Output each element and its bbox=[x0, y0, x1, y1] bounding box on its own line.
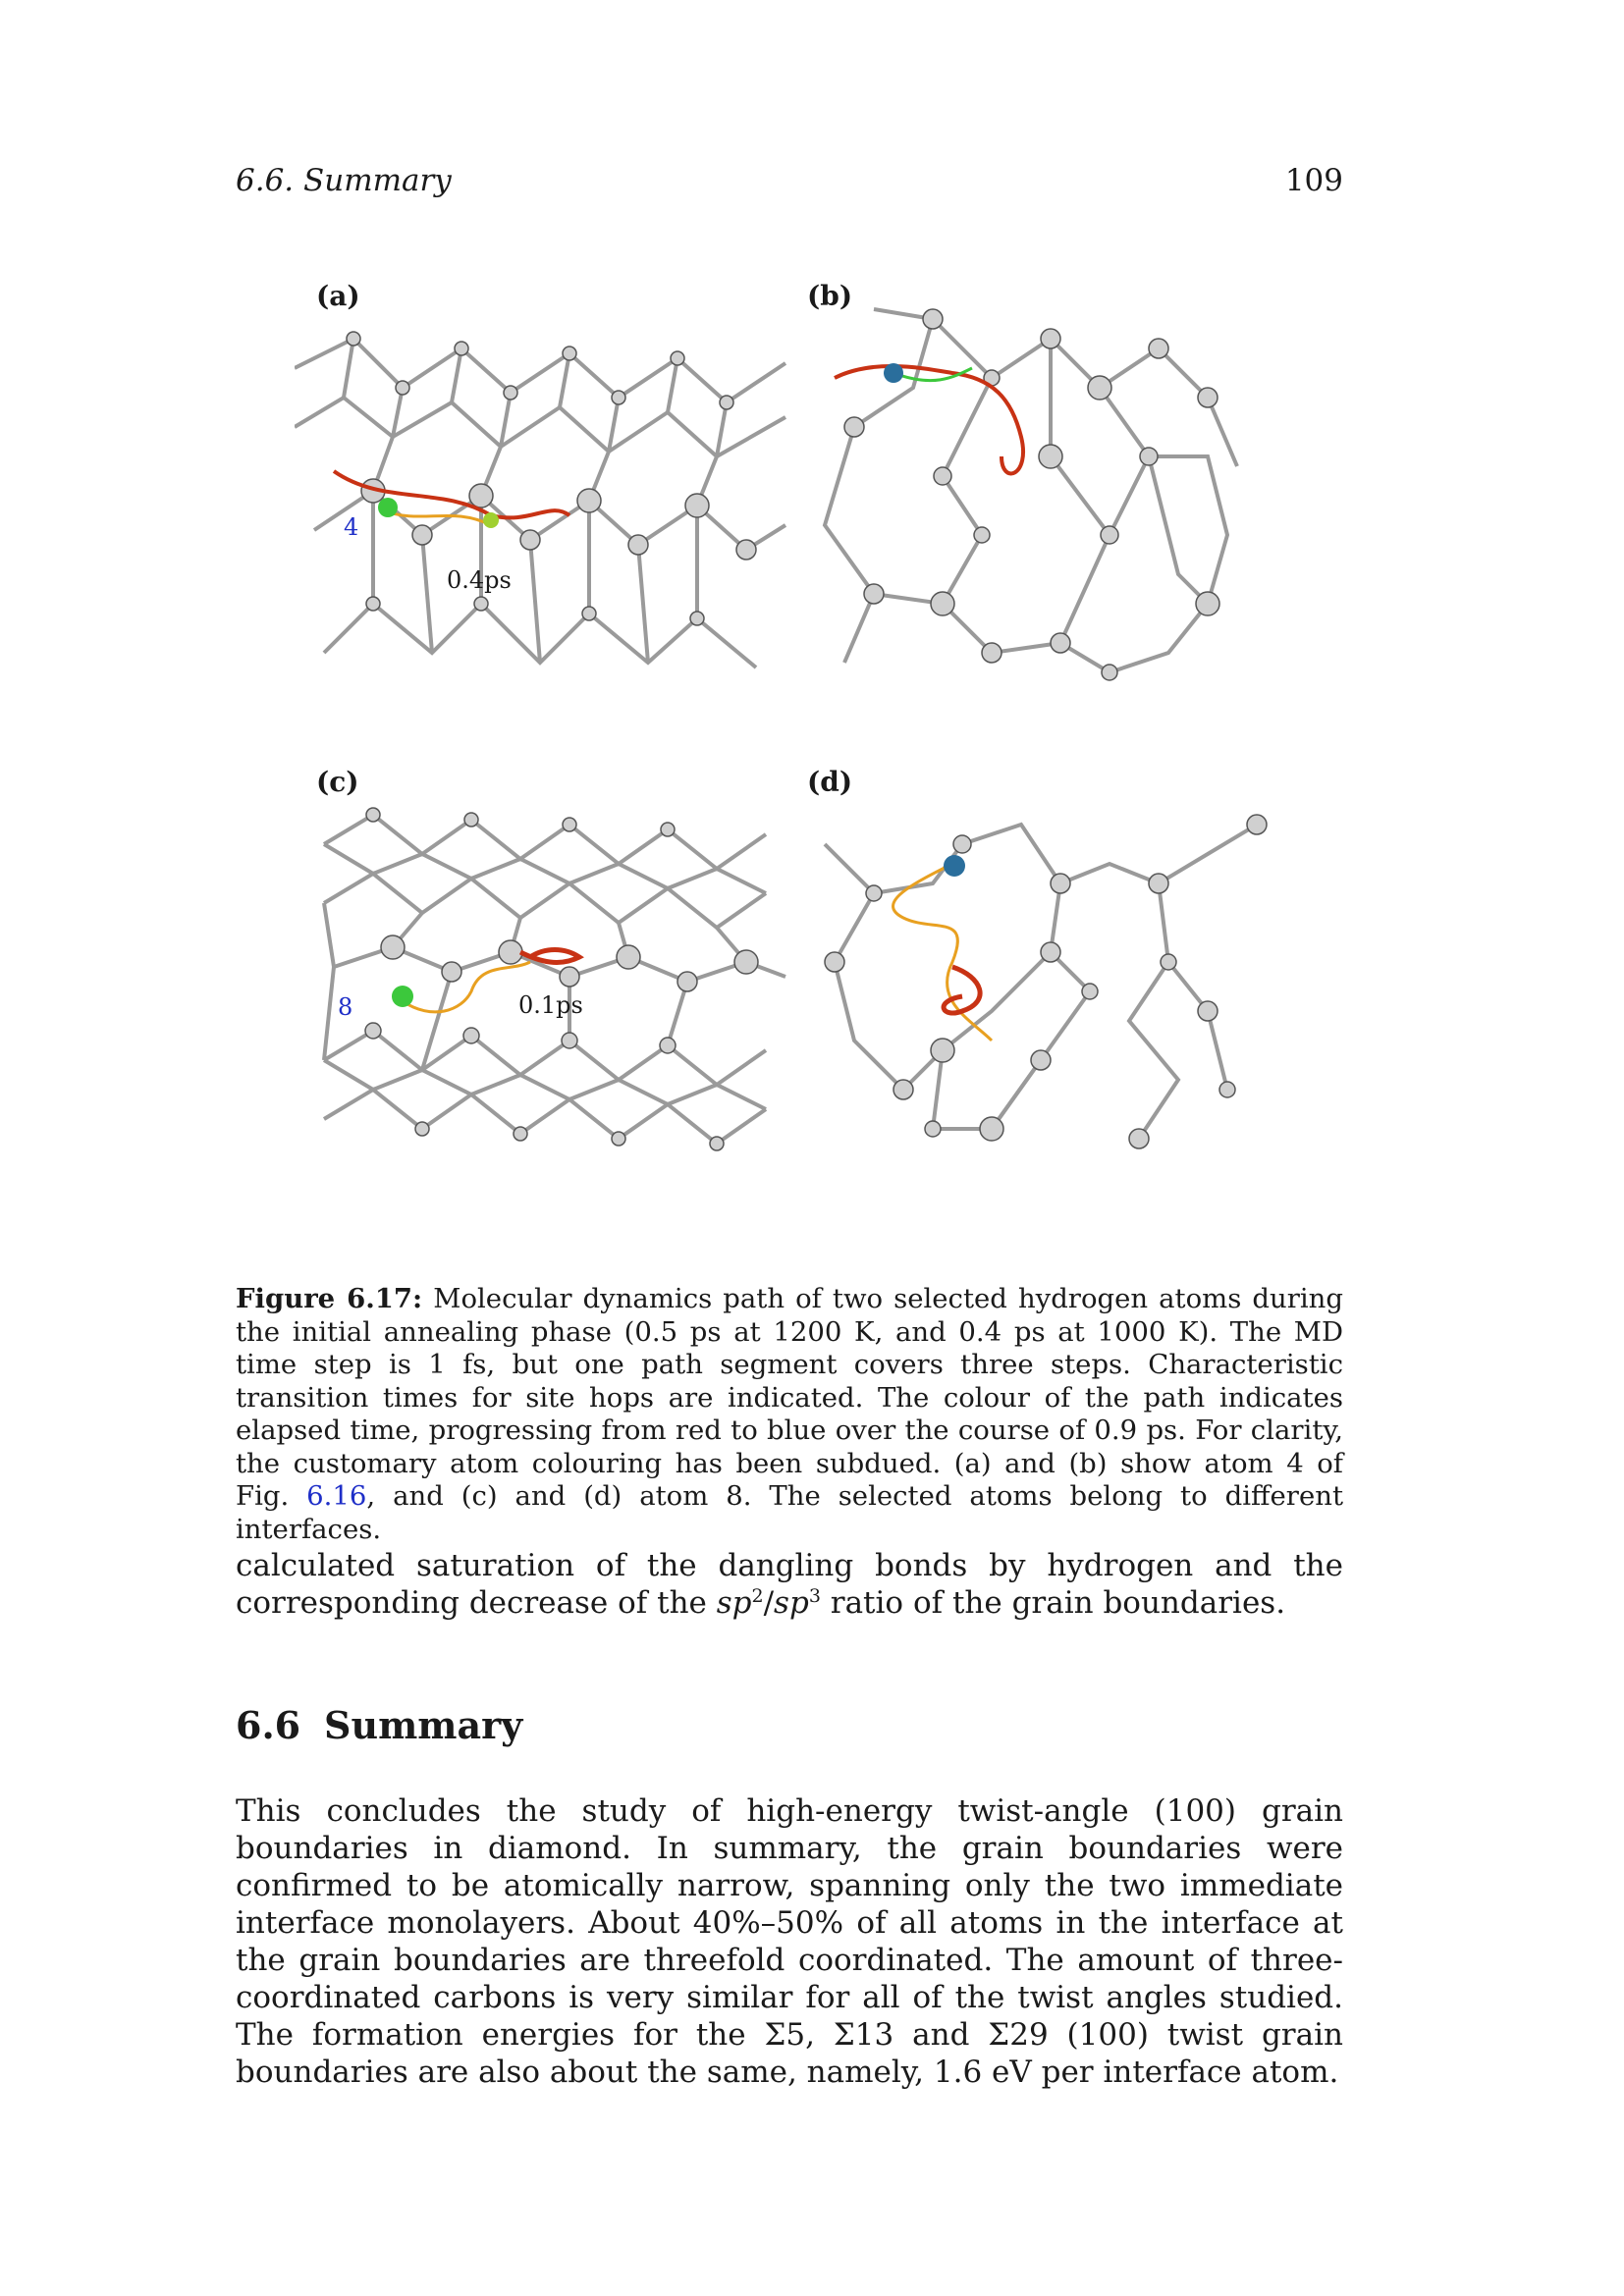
figure-panel-d bbox=[795, 766, 1296, 1227]
section-number: 6.6 bbox=[236, 1703, 301, 1747]
figure-caption bbox=[236, 1283, 1343, 1546]
time-annotation-a: 0.4ps bbox=[447, 566, 512, 594]
paragraph-1-text-a: calculated saturation of the dangling bonds by hydrogen and the corresponding decrease of the bbox=[236, 1548, 1343, 1621]
molecular-structure-b bbox=[795, 280, 1296, 741]
figure-link[interactable]: 6.16 bbox=[306, 1480, 367, 1512]
paragraph-1-text-b: ratio of the grain boundaries. bbox=[820, 1585, 1286, 1621]
molecular-structure-a bbox=[295, 280, 795, 741]
section-title: Summary bbox=[324, 1703, 523, 1747]
superscript-3: 3 bbox=[808, 1585, 821, 1607]
section-heading bbox=[236, 1703, 522, 1747]
atom-annotation-a: 4 bbox=[344, 513, 359, 541]
panel-label-d: (d) bbox=[807, 766, 853, 798]
caption-text-2: , and (c) and (d) atom 8. The selected atoms belong to different interfaces. bbox=[236, 1480, 1343, 1545]
figure-panel-b bbox=[795, 280, 1296, 741]
panel-label-b: (b) bbox=[807, 280, 853, 312]
slash: / bbox=[763, 1585, 775, 1621]
sp-term: sp bbox=[716, 1585, 752, 1621]
panel-label-a: (a) bbox=[316, 280, 360, 312]
running-header-section: 6.6. Summary bbox=[236, 163, 452, 198]
figure-panel-c bbox=[295, 766, 795, 1227]
page-number: 109 bbox=[1284, 163, 1343, 198]
figure-panel-a bbox=[295, 280, 795, 741]
molecular-structure-d bbox=[795, 766, 1296, 1227]
caption-text-1: Molecular dynamics path of two selected hydrogen atoms during the initial annealing phase (0.5 ps at 1200 K, and 0.4 ps at 1000 K). The MD time step is 1 fs, but one path segment covers three steps. Characteristic transition times for site hops are indicated. The colour of the path indicates elapsed time, progressing from red to blue over the course of 0.9 ps. For clarity, the customary atom colouring has been subdued. (a) and (b) show atom 4 of Fig. bbox=[236, 1283, 1343, 1512]
time-annotation-c: 0.1ps bbox=[518, 991, 583, 1019]
sp-term-2: sp bbox=[774, 1585, 809, 1621]
body-paragraph-2: This concludes the study of high-energy twist-angle (100) grain boundaries in diamond. In summary, the grain boundaries were confirmed to be atomically narrow, spanning only the two immediate interface monolayers. About 40%–50% of all atoms in the interface at the grain boundaries are threefold coordinated. The amount of three-coordinated carbons is very similar for all of the twist angles studied. The formation energies for the Σ5, Σ13 and Σ29 (100) twist grain boundaries are also about the same, namely, 1.6 eV per interface atom. bbox=[236, 1793, 1343, 2090]
caption-label: Figure 6.17: bbox=[236, 1283, 423, 1314]
superscript-2: 2 bbox=[751, 1585, 764, 1607]
atom-annotation-c: 8 bbox=[338, 993, 353, 1021]
body-paragraph-1 bbox=[236, 1547, 1343, 1622]
panel-label-c: (c) bbox=[316, 766, 359, 798]
